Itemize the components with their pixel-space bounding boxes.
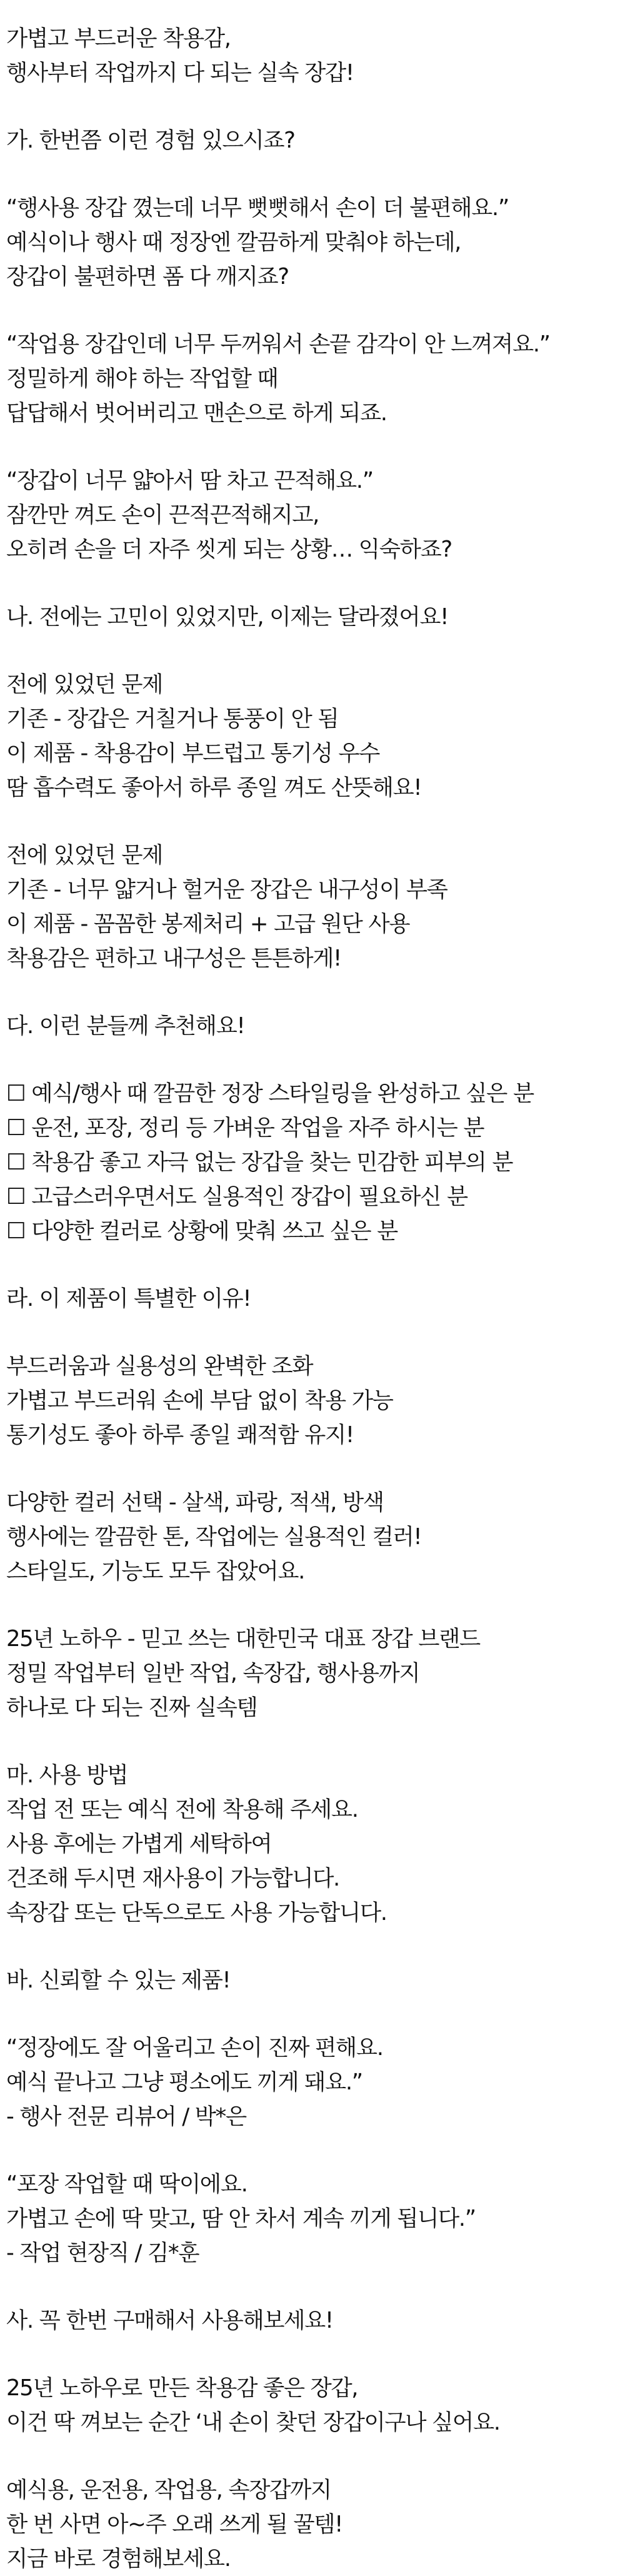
text-line: - 작업 현장직 / 김*훈 [6,2240,199,2266]
paragraph-gap [6,805,625,838]
paragraph [6,2473,625,2576]
paragraph [6,21,625,90]
text-line: 다양한 컬러 선택 - 살색, 파랑, 적색, 방색 [6,1490,384,1515]
paragraph-gap [6,1589,625,1622]
text-line: 잠깐만 껴도 손이 끈적끈적해지고, [6,502,319,528]
text-line: 행사에는 깔끔한 톤, 작업에는 실용적인 컬러! [6,1524,422,1550]
text-line: 이 제품 - 꼼꼼한 봉제처리 + 고급 원단 사용 [6,911,410,937]
paragraph-gap [6,1725,625,1758]
paragraph-gap [6,430,625,463]
paragraph [6,1076,625,1248]
text-line: 예식 끝나고 그냥 평소에도 끼게 돼요.” [6,2069,362,2095]
text-line: 나. 전에는 고민이 있었지만, 이제는 달라졌어요! [6,604,448,630]
text-line: ☐ 운전, 포장, 정리 등 가벼운 작업을 자주 하시는 분 [6,1115,484,1141]
text-line: ☐ 예식/행사 때 깔끔한 정장 스타일링을 완성하고 싶은 분 [6,1081,534,1106]
text-line: “작업용 장갑인데 너무 두꺼워서 손끝 감각이 안 느껴져요.” [6,331,550,357]
text-line: 장갑이 불편하면 폼 다 깨지죠? [6,264,289,290]
paragraph-gap [6,976,625,1009]
text-line: 가볍고 손에 딱 맞고, 땀 안 차서 계속 끼게 됩니다.” [6,2206,476,2231]
text-line: 오히려 손을 더 자주 씻게 되는 상황… 익숙하죠? [6,537,452,562]
paragraph [6,1349,625,1452]
paragraph-gap [6,567,625,600]
text-line: 전에 있었던 문제 [6,672,163,697]
paragraph [6,1622,625,1725]
paragraph [6,838,625,976]
text-line: “장갑이 너무 얇아서 땀 차고 끈적해요.” [6,468,373,493]
paragraph [6,1281,625,1316]
paragraph-gap [6,634,625,667]
paragraph-gap [6,1043,625,1076]
text-line: 전에 있었던 문제 [6,842,163,868]
paragraph-gap [6,1316,625,1349]
text-line: 가. 한번쯤 이런 경험 있으시죠? [6,128,295,153]
paragraph [6,327,625,430]
text-line: 땀 흡수력도 좋아서 하루 종일 껴도 산뜻해요! [6,775,422,801]
text-line: 스타일도, 기능도 모두 잡았어요. [6,1558,305,1584]
text-line: 정밀 작업부터 일반 작업, 속장갑, 행사용까지 [6,1660,420,1686]
text-line: 행사부터 작업까지 다 되는 실속 장갑! [6,60,354,86]
paragraph [6,2303,625,2338]
text-line: 사용 후에는 가볍게 세탁하여 [6,1831,272,1857]
paragraph-gap [6,1930,625,1963]
text-line: 가볍고 부드러운 착용감, [6,26,231,51]
paragraph [6,191,625,294]
text-line: 하나로 다 되는 진짜 실속템 [6,1695,258,1720]
text-line: “정장에도 잘 어울리고 손이 진짜 편해요. [6,2035,383,2061]
text-line: 통기성도 좋아 하루 종일 쾌적함 유지! [6,1422,354,1448]
text-line: ☐ 착용감 좋고 자극 없는 장갑을 찾는 민감한 피부의 분 [6,1149,513,1175]
text-line: “행사용 장갑 꼈는데 너무 뻣뻣해서 손이 더 불편해요.” [6,195,509,221]
text-line: 가볍고 부드러워 손에 부담 없이 착용 가능 [6,1388,393,1413]
text-line: 마. 사용 방법 [6,1762,128,1788]
paragraph-gap [6,2338,625,2371]
text-line: 사. 꼭 한번 구매해서 사용해보세요! [6,2308,333,2333]
paragraph-gap [6,158,625,191]
text-line: ☐ 다양한 컬러로 상황에 맞춰 쓰고 싶은 분 [6,1218,398,1244]
text-line: 25년 노하우 - 믿고 쓰는 대한민국 대표 장갑 브랜드 [6,1626,480,1652]
paragraph-gap [6,2440,625,2473]
paragraph [6,600,625,634]
paragraph [6,1963,625,1998]
text-line: 건조해 두시면 재사용이 가능합니다. [6,1866,339,1891]
text-line: 25년 노하우로 만든 착용감 좋은 장갑, [6,2375,358,2401]
text-line: 기존 - 장갑은 거칠거나 통풍이 안 됨 [6,706,339,732]
paragraph [6,2371,625,2440]
text-line: 작업 전 또는 예식 전에 착용해 주세요. [6,1797,358,1822]
paragraph [6,667,625,805]
paragraph [6,463,625,567]
paragraph-gap [6,2134,625,2167]
text-line: 부드러움과 실용성의 완벽한 조화 [6,1353,313,1379]
text-line: 이 제품 - 착용감이 부드럽고 통기성 우수 [6,740,380,766]
text-line: 바. 신뢰할 수 있는 제품! [6,1967,231,1993]
text-line: ☐ 고급스러우면서도 실용적인 장갑이 필요하신 분 [6,1184,468,1210]
text-line: 착용감은 편하고 내구성은 튼튼하게! [6,946,341,971]
text-line: 기존 - 너무 얇거나 헐거운 장갑은 내구성이 부족 [6,877,448,902]
text-line: 라. 이 제품이 특별한 이유! [6,1286,251,1311]
paragraph-gap [6,2270,625,2303]
text-line: - 행사 전문 리뷰어 / 박*은 [6,2104,246,2129]
text-line: 답답해서 벗어버리고 맨손으로 하게 되죠. [6,400,387,426]
paragraph [6,1009,625,1043]
paragraph-gap [6,294,625,327]
text-line: 예식용, 운전용, 작업용, 속장갑까지 [6,2477,331,2503]
text-line: 한 번 사면 아~주 오래 쓰게 될 꿀템! [6,2512,342,2537]
paragraph [6,2031,625,2134]
paragraph-gap [6,1248,625,1281]
paragraph [6,2167,625,2270]
text-line: “포장 작업할 때 딱이에요. [6,2171,248,2197]
paragraph-gap [6,1452,625,1485]
paragraph [6,1485,625,1589]
text-line: 속장갑 또는 단독으로도 사용 가능합니다. [6,1900,387,1926]
text-line: 지금 바로 경험해보세요. [6,2546,231,2572]
text-line: 다. 이런 분들께 추천해요! [6,1013,245,1039]
text-line: 예식이나 행사 때 정장엔 깔끔하게 맞춰야 하는데, [6,230,461,255]
text-line: 정밀하게 해야 하는 작업할 때 [6,366,278,391]
paragraph [6,123,625,158]
paragraph-gap [6,1998,625,2031]
text-line: 이건 딱 껴보는 순간 ‘내 손이 찾던 장갑이구나 싶어요. [6,2410,500,2435]
paragraph [6,1758,625,1930]
paragraph-gap [6,90,625,123]
